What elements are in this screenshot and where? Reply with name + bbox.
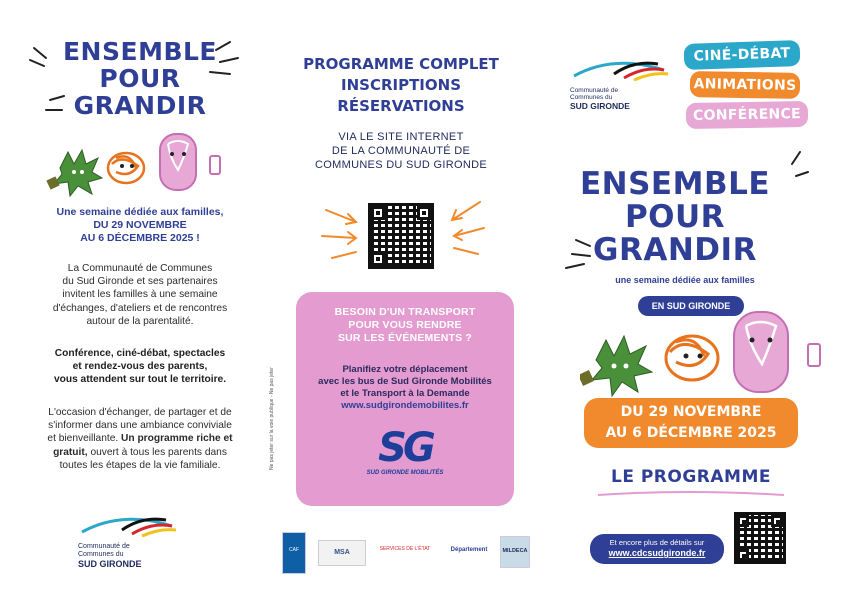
cdc-waves-icon bbox=[78, 510, 188, 538]
transport-body-line: et le Transport à la Demande bbox=[340, 388, 470, 399]
tag-cine-debat: CINÉ-DÉBAT bbox=[684, 40, 801, 70]
programme-heading: LE PROGRAMME bbox=[610, 467, 771, 487]
partner-logo-label: CAF bbox=[289, 547, 299, 553]
right-title-line: POUR bbox=[624, 199, 726, 235]
dates-line: AU 6 DÉCEMBRE 2025 bbox=[605, 425, 777, 441]
paragraph-line: La Communauté de Communes bbox=[67, 263, 213, 274]
subtitle-line: AU 6 DÉCEMBRE 2025 ! bbox=[80, 232, 200, 244]
details-box bbox=[590, 534, 724, 564]
paragraph-line: du Sud Gironde et ses partenaires bbox=[62, 276, 218, 288]
partner-logo-etat bbox=[372, 540, 438, 560]
vertical-note: Ne pas jeter sur la voie publique - Ne pas jeter bbox=[269, 367, 275, 470]
paragraph-line: Conférence, ciné-débat, spectacles bbox=[54, 348, 226, 359]
partner-logo-caf bbox=[282, 532, 306, 574]
partner-logo-departement bbox=[446, 542, 492, 560]
transport-title-line: SUR LES ÉVÉNEMENTS ? bbox=[337, 332, 473, 344]
partner-logo-mildeca bbox=[500, 536, 530, 568]
paragraph-line: d'échanges, d'ateliers et de rencontres bbox=[52, 302, 228, 314]
logo-line: Communauté de bbox=[570, 87, 619, 94]
logo-line: Communes du bbox=[78, 551, 124, 558]
paragraph-line: et rendez-vous des parents, bbox=[72, 361, 208, 373]
paragraph-line: vous attendent sur tout le territoire. bbox=[53, 374, 227, 386]
partner-logo-label: MSA bbox=[334, 549, 350, 556]
qr-finder-icon bbox=[417, 206, 431, 220]
heading-line: PROGRAMME COMPLET bbox=[303, 55, 499, 73]
left-title bbox=[40, 38, 240, 119]
dates-banner bbox=[584, 398, 798, 448]
logo-line: Communes du bbox=[570, 94, 613, 101]
via-line: COMMUNES DU SUD GIRONDE bbox=[315, 159, 487, 171]
right-title-line: ENSEMBLE bbox=[579, 166, 771, 202]
middle-heading bbox=[286, 54, 516, 117]
paragraph-line: L'occasion d'échanger, de partager et de bbox=[48, 407, 232, 418]
paragraph-line: invitent les familles à une semaine bbox=[62, 289, 218, 301]
right-title-line: GRANDIR bbox=[593, 232, 757, 268]
transport-body-line: Planifiez votre déplacement bbox=[342, 364, 468, 375]
sg-logo-caption: SUD GIRONDE MOBILITÉS bbox=[366, 470, 444, 476]
characters-illustration-icon bbox=[40, 130, 240, 200]
qr-finder-icon bbox=[371, 206, 385, 220]
partner-logo-label: SERVICES DE L'ÉTAT bbox=[379, 546, 431, 552]
dates-line: DU 29 NOVEMBRE bbox=[620, 404, 762, 420]
qr-finder-icon bbox=[771, 515, 783, 527]
logo-line: SUD GIRONDE bbox=[78, 559, 142, 569]
qr-finder-icon bbox=[371, 252, 385, 266]
paragraph-fragment: et bienveillante. bbox=[47, 433, 119, 445]
left-paragraph-2 bbox=[18, 347, 262, 387]
cdc-logo-right bbox=[570, 52, 680, 110]
qr-code-middle[interactable] bbox=[368, 203, 434, 269]
left-subtitle bbox=[20, 206, 260, 245]
partner-logo-label: Département bbox=[450, 547, 488, 553]
subtitle-line: DU 29 NOVEMBRE bbox=[93, 219, 187, 231]
left-paragraph-1 bbox=[18, 262, 262, 328]
paragraph-line bbox=[14, 432, 266, 445]
via-line: DE LA COMMUNAUTÉ DE bbox=[331, 145, 471, 157]
logo-line: Communauté de bbox=[78, 543, 130, 550]
transport-title-line: BESOIN D'UN TRANSPORT bbox=[334, 306, 476, 318]
right-title bbox=[570, 168, 780, 267]
paragraph-line: toutes les étapes de la vie familiale. bbox=[59, 459, 221, 471]
paragraph-line bbox=[14, 446, 266, 459]
subtitle-line: Une semaine dédiée aux familles, bbox=[56, 206, 224, 218]
transport-body-line: avec les bus de Sud Gironde Mobilités bbox=[318, 376, 492, 387]
heading-line: INSCRIPTIONS bbox=[341, 76, 461, 94]
qr-finder-icon bbox=[737, 515, 749, 527]
transport-title bbox=[296, 306, 514, 345]
partner-logo-label: MILDECA bbox=[502, 548, 528, 554]
sg-logo-text: SG bbox=[378, 425, 432, 471]
paragraph-line: autour de la parentalité. bbox=[86, 315, 194, 327]
heading-line: RÉSERVATIONS bbox=[337, 97, 465, 115]
details-line: Et encore plus de détails sur bbox=[609, 538, 705, 547]
paragraph-line: s'informer dans une ambiance conviviale bbox=[48, 420, 232, 432]
qr-code-right[interactable] bbox=[734, 512, 786, 564]
transport-box bbox=[296, 292, 514, 506]
details-url-link[interactable]: www.cdcsudgironde.fr bbox=[608, 548, 706, 558]
cdc-waves-icon bbox=[570, 52, 680, 82]
right-tagline: une semaine dédiée aux familles bbox=[615, 275, 755, 285]
left-paragraph-3 bbox=[14, 406, 266, 472]
characters-illustration-icon bbox=[580, 300, 830, 400]
transport-url-link[interactable]: www.sudgirondemobilites.fr bbox=[341, 400, 469, 411]
transport-title-line: POUR VOUS RENDRE bbox=[348, 319, 462, 331]
logo-line: SUD GIRONDE bbox=[570, 101, 630, 111]
tag-conference: CONFÉRENCE bbox=[686, 101, 808, 129]
paragraph-bold: gratuit, bbox=[53, 446, 88, 458]
cdc-logo-left bbox=[78, 510, 188, 570]
badge-sud-gironde: EN SUD GIRONDE bbox=[638, 296, 744, 316]
paragraph-bold: Un programme riche et bbox=[121, 433, 233, 445]
paragraph-fragment: ouvert à tous les parents dans bbox=[90, 446, 227, 458]
transport-body bbox=[296, 364, 514, 412]
left-title-line: GRANDIR bbox=[73, 91, 207, 120]
tag-animations: ANIMATIONS bbox=[690, 71, 800, 99]
middle-via-text bbox=[286, 130, 516, 172]
partner-logo-msa bbox=[318, 540, 366, 566]
via-line: VIA LE SITE INTERNET bbox=[338, 131, 464, 143]
sg-mobilites-logo bbox=[355, 426, 455, 486]
left-title-line: POUR bbox=[99, 64, 181, 93]
left-title-line: ENSEMBLE bbox=[62, 37, 218, 66]
underline-stroke-icon bbox=[596, 490, 786, 498]
qr-finder-icon bbox=[737, 549, 749, 561]
